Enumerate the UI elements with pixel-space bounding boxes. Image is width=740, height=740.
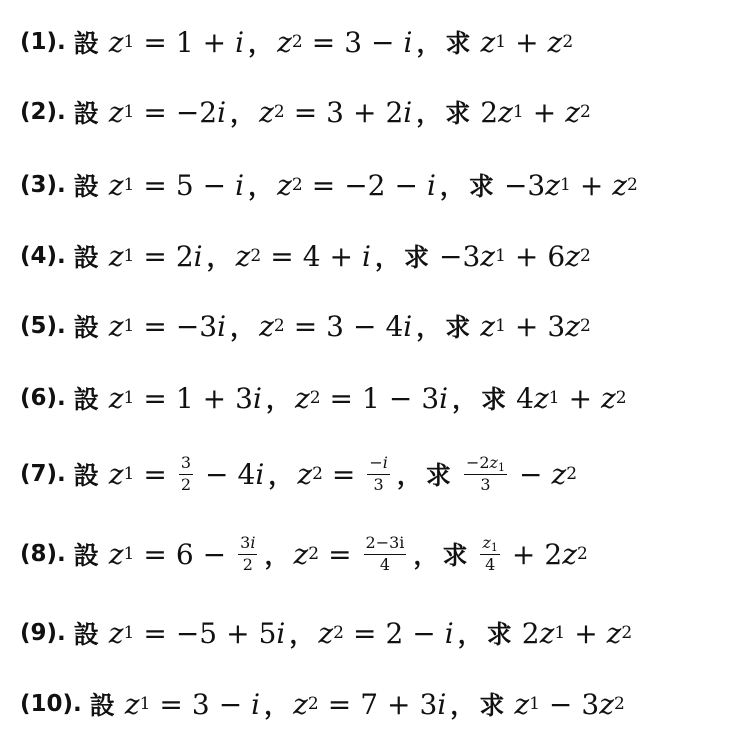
z1-definition: z 1 = −2 i [108,95,227,129]
problem-number: (10). [20,691,82,717]
equals-sign: = [143,457,167,491]
fraction-numerator: 3 [179,455,193,475]
equals-sign: = [311,168,336,202]
coefficient: 4 [516,381,534,415]
problem-number: (3). [20,172,66,198]
real-part: 5 [175,168,194,202]
real-part: 1 [175,381,194,415]
z-symbol: z [565,95,580,129]
problem-5 [20,298,591,354]
real-part: 3 [191,687,210,721]
problem-number: (6). [20,385,66,411]
find-label: 求 [442,541,468,570]
target-expression: 4 z 1 + z 2 [516,381,627,415]
minus-sign: − [202,537,227,571]
z-symbol: z [480,25,496,59]
fraction-denominator: 3 [373,474,384,494]
imaginary-unit: i [250,532,256,552]
z-symbol: z [318,616,334,650]
equals-sign: = [353,616,377,650]
problem-6 [20,370,627,426]
minus-sign: − [371,25,395,59]
given-label: 設 [73,620,99,649]
find-label: 求 [425,461,451,490]
given-label: 設 [89,691,115,720]
z2-definition: z 2 = $\frac{-i}{3}$ [297,452,388,494]
fraction [464,452,507,494]
z-symbol: z [601,381,616,415]
comma: ， [416,29,442,58]
z-symbol: z [480,239,496,273]
z2-definition: z 2 = 4 + i [235,239,371,273]
comma: ， [452,385,478,414]
comma: ， [374,243,400,272]
real-part: 7 [360,687,379,721]
find-label: 求 [481,385,507,414]
z2-definition: z 2 = 3 + 2 i [259,95,413,129]
z1-definition: z 1 = −5 + 5 i [108,616,286,650]
comma: ， [248,29,274,58]
z-symbol: z [108,537,124,571]
imaginary-unit: i [362,239,371,273]
z-symbol: z [606,616,622,650]
target-expression: $\frac{-2z_1}{3}$ − z 2 [465,452,578,494]
plus-sign: + [329,239,354,273]
problem-number: (7). [20,461,66,487]
real-part: 1 [175,25,194,59]
fraction [179,452,193,494]
find-label: 求 [468,172,494,201]
minus-sign: − [388,381,413,415]
find-label: 求 [479,691,505,720]
imaginary-unit: i [235,25,245,59]
minus-sign: − [205,457,229,491]
coefficient: 2 [385,95,404,129]
minus-sign: − [202,168,227,202]
equals-sign: = [143,239,167,273]
target-expression: 2 z 1 + z 2 [480,95,591,129]
coefficient: −2 [175,95,218,129]
fraction-denominator: 4 [379,554,391,574]
problem-3 [20,157,638,213]
imaginary-unit: i [251,687,261,721]
fraction [238,532,257,574]
coefficient: 3 [419,687,438,721]
coefficient: 4 [385,309,404,343]
imaginary-unit: i [235,168,245,202]
z1-definition: z 1 = 1 + 3 i [108,381,262,415]
comma: ， [206,243,232,272]
problem-number: (1). [20,29,66,55]
imaginary-unit: i [217,95,227,129]
coefficient: −3 [439,239,481,273]
imaginary-unit: i [276,616,286,650]
z-symbol: z [277,168,292,202]
minus-sign: − [394,168,418,202]
real-part: 3 [326,309,344,343]
z2-definition: z 2 = 1 − 3 i [294,381,449,415]
target-expression: 2 z 1 + z 2 [521,616,633,650]
real-part: −2 [344,168,386,202]
equals-sign: = [143,381,167,415]
fraction-numerator [238,532,257,555]
imaginary-unit: i [444,616,454,650]
coefficient: 5 [258,616,277,650]
fraction-numerator: −i [367,455,390,475]
equals-sign: = [159,687,183,721]
comma: ， [264,691,290,720]
fraction [480,532,499,574]
equals-sign: = [293,309,318,343]
coefficient: 2 [175,239,194,273]
z-symbol: z [293,537,309,571]
given-label: 設 [73,461,99,490]
z-symbol: z [235,239,251,273]
z-symbol: z [108,239,124,273]
comma: ， [265,385,291,414]
equals-sign: = [143,25,167,59]
z-symbol: z [108,25,124,59]
problem-number: (9). [20,620,66,646]
plus-sign: + [387,687,411,721]
problem-1 [20,14,573,70]
real-part: 4 [302,239,321,273]
minus-sign: − [548,687,573,721]
problem-4 [20,228,591,284]
plus-sign: + [568,381,593,415]
z-symbol: z [562,537,577,571]
target-expression: −3 z 1 + z 2 [503,168,638,202]
fraction-denominator: 4 [485,554,496,574]
imaginary-unit: i [426,168,436,202]
coefficient: −3 [503,168,546,202]
minus-sign: − [353,309,377,343]
z-symbol: z [259,309,274,343]
real-part: 2 [385,616,404,650]
z2-definition: z 2 = −2 − i [277,168,436,202]
equals-sign: = [328,537,352,571]
problem-7 [20,446,577,502]
z-symbol: z [612,168,628,202]
z-symbol: z [533,381,549,415]
z1-definition: z 1 = 1 + i [108,25,245,59]
subscript: 1 [490,540,498,554]
z-symbol: z [108,381,124,415]
find-label: 求 [486,620,512,649]
fraction-denominator: 2 [180,474,192,494]
z2-definition: z 2 = 3 − i [277,25,413,59]
coefficient: 3 [581,687,600,721]
comma: ， [439,172,465,201]
z-symbol: z [108,616,124,650]
coefficient: 2 [480,95,499,129]
z-symbol: z [514,687,530,721]
z-symbol: z [108,168,124,202]
target-expression: −3 z 1 + 6 z 2 [439,239,591,273]
imaginary-unit: i [255,457,265,491]
problem-number: (5). [20,313,66,339]
equals-sign: = [327,687,352,721]
fraction [364,532,407,574]
comma: ， [413,541,439,570]
equals-sign: = [143,95,167,129]
z-symbol: z [489,452,498,472]
z-symbol: z [565,309,580,343]
imaginary-unit: i [437,687,447,721]
equals-sign: = [143,309,167,343]
coefficient: −3 [175,309,218,343]
z1-definition: z 1 = 6 − $\frac{3i}{2}$ [108,532,256,574]
z-symbol: z [297,457,313,491]
z-symbol: z [259,95,274,129]
z-symbol: z [599,687,614,721]
problem-2 [20,84,591,140]
plus-sign: + [514,239,539,273]
fraction-numerator [464,452,507,475]
imaginary-unit: i [403,25,413,59]
equals-sign: = [270,239,294,273]
problem-number: (4). [20,243,66,269]
find-label: 求 [445,29,471,58]
imaginary-unit: i [217,309,227,343]
z-symbol: z [565,239,580,273]
given-label: 設 [73,313,99,342]
minus-sign: − [218,687,243,721]
find-label: 求 [445,313,471,342]
problem-9 [20,605,632,661]
z-symbol: z [277,25,292,59]
z-symbol: z [551,457,567,491]
z-symbol: z [294,381,310,415]
comma: ， [264,541,290,570]
target-expression: $\frac{z_1}{4}$ + 2 z 2 [482,532,588,574]
plus-sign: + [226,616,250,650]
z-symbol: z [124,687,140,721]
z1-definition: z 1 = −3 i [108,309,227,343]
comma: ， [248,172,274,201]
given-label: 設 [73,172,99,201]
given-label: 設 [73,541,99,570]
z2-definition: z 2 = 7 + 3 i [293,687,447,721]
equals-sign: = [143,168,167,202]
real-part: −5 [175,616,218,650]
comma: ， [450,691,476,720]
find-label: 求 [404,243,430,272]
comma: ， [416,99,442,128]
find-label: 求 [445,99,471,128]
equals-sign: = [329,381,354,415]
plus-sign: + [353,95,377,129]
imaginary-unit: i [439,381,449,415]
given-label: 設 [73,385,99,414]
target-expression: z 1 − 3 z 2 [514,687,625,721]
z-symbol: z [108,457,124,491]
minus-sign: − [412,616,436,650]
imaginary-unit: i [403,95,413,129]
given-label: 設 [73,99,99,128]
coefficient: 6 [547,239,566,273]
problem-8 [20,526,588,582]
coefficient: 2 [521,616,540,650]
plus-sign: + [574,616,598,650]
z-symbol: z [293,687,308,721]
comma: ， [268,461,294,490]
real-part: 3 [326,95,344,129]
equals-sign: = [311,25,336,59]
z-symbol: z [547,25,563,59]
coefficient: 2 [544,537,563,571]
plus-sign: + [202,381,227,415]
z-symbol: z [498,95,513,129]
problem-number: (2). [20,99,66,125]
coefficient: −2 [465,452,490,472]
plus-sign: + [202,25,227,59]
minus-sign: − [518,457,543,491]
comma: ， [230,313,256,342]
z2-definition: z 2 = 2 − i [318,616,454,650]
subscript: 1 [497,460,505,474]
target-expression: z 1 + z 2 [480,25,574,59]
plus-sign: + [579,168,604,202]
given-label: 設 [73,243,99,272]
comma: ， [457,620,483,649]
z2-definition: z 2 = 3 − 4 i [259,309,413,343]
fraction-numerator [480,532,499,555]
given-label: 設 [73,29,99,58]
imaginary-unit: i [403,309,413,343]
real-part: 1 [362,381,380,415]
plus-sign: + [514,309,539,343]
fraction-denominator: 3 [480,474,491,494]
plus-sign: + [511,537,536,571]
equals-sign: = [143,537,167,571]
plus-sign: + [532,95,557,129]
z1-definition: z 1 = $\frac{3}{2}$ − 4 i [108,452,265,494]
z2-definition: z 2 = $\frac{2-3i}{4}$ [293,532,405,574]
z-symbol: z [108,95,124,129]
coefficient: 3 [240,532,251,552]
imaginary-unit: i [252,381,262,415]
comma: ， [289,620,315,649]
z1-definition: z 1 = 2 i [108,239,203,273]
fraction-denominator: 2 [242,554,253,574]
z-symbol: z [545,168,560,202]
z-symbol: z [539,616,555,650]
comma: ， [396,461,422,490]
fraction-numerator: 2−3i [364,535,407,555]
coefficient: 3 [235,381,253,415]
z-symbol: z [482,532,491,552]
z1-definition: z 1 = 5 − i [108,168,245,202]
real-part: 6 [175,537,194,571]
fraction [367,452,390,494]
coefficient: 3 [421,381,440,415]
real-part: 3 [344,25,363,59]
problem-10 [20,676,625,732]
z-symbol: z [108,309,124,343]
z1-definition: z 1 = 3 − i [124,687,261,721]
target-expression: z 1 + 3 z 2 [480,309,591,343]
coefficient: 4 [237,457,256,491]
comma: ， [416,313,442,342]
z-symbol: z [480,309,496,343]
equals-sign: = [143,616,167,650]
imaginary-unit: i [193,239,203,273]
coefficient: 3 [547,309,566,343]
plus-sign: + [515,25,539,59]
comma: ， [230,99,256,128]
problem-number: (8). [20,541,66,567]
equals-sign: = [331,457,356,491]
equals-sign: = [293,95,318,129]
